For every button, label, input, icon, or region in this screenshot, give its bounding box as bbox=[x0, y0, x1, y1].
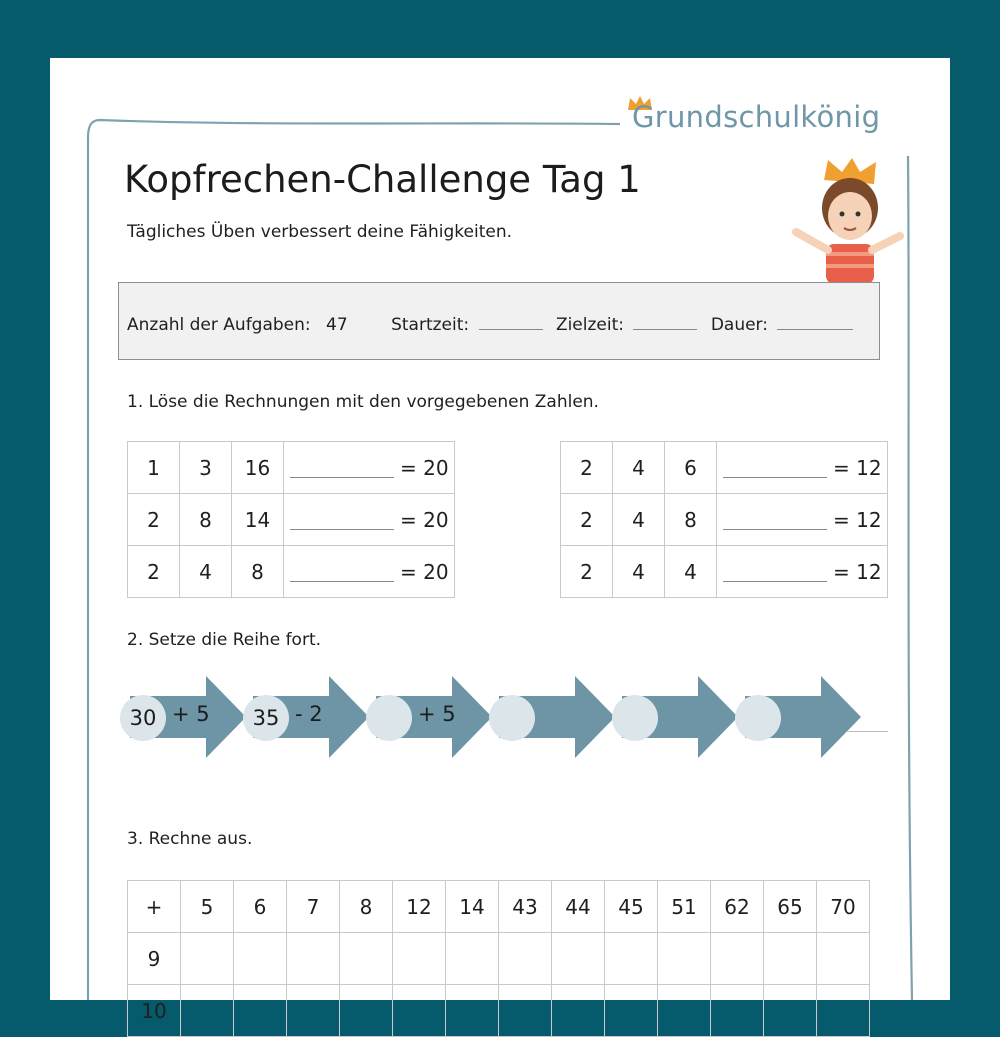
answer-cell[interactable] bbox=[446, 985, 499, 1037]
number-cell: 3 bbox=[180, 442, 232, 494]
column-header: 65 bbox=[764, 881, 817, 933]
sequence-value-3[interactable] bbox=[366, 695, 412, 741]
sequence-operation-3: + 5 bbox=[418, 702, 456, 726]
info-row bbox=[127, 315, 857, 335]
tasks-label: Anzahl der Aufgaben: bbox=[127, 315, 311, 335]
target-time-label: Zielzeit: bbox=[555, 315, 624, 335]
result-value: = 12 bbox=[833, 455, 882, 480]
result-value: = 20 bbox=[400, 507, 449, 532]
column-header: 70 bbox=[817, 881, 870, 933]
number-cell: 14 bbox=[232, 494, 284, 546]
column-header: 8 bbox=[340, 881, 393, 933]
column-header: 43 bbox=[499, 881, 552, 933]
answer-cell[interactable] bbox=[711, 933, 764, 985]
answer-cell[interactable] bbox=[552, 985, 605, 1037]
page-subtitle: Tägliches Üben verbessert deine Fähigkeiten. bbox=[127, 222, 513, 242]
answer-cell[interactable] bbox=[605, 933, 658, 985]
page-title: Kopfrechen-Challenge Tag 1 bbox=[124, 158, 641, 201]
operator-cell: + bbox=[128, 881, 181, 933]
number-cell: 16 bbox=[232, 442, 284, 494]
number-cell: 4 bbox=[665, 546, 717, 598]
number-cell: 1 bbox=[128, 442, 180, 494]
answer-cell[interactable] bbox=[287, 985, 340, 1037]
answer-cell[interactable] bbox=[393, 985, 446, 1037]
sequence-operation-2: - 2 bbox=[295, 702, 323, 726]
answer-cell bbox=[717, 442, 888, 494]
result-value: = 12 bbox=[833, 559, 882, 584]
answer-cell[interactable] bbox=[552, 933, 605, 985]
answer-cell[interactable] bbox=[711, 985, 764, 1037]
answer-cell[interactable] bbox=[817, 985, 870, 1037]
column-header: 6 bbox=[234, 881, 287, 933]
answer-cell[interactable] bbox=[817, 933, 870, 985]
exercise-1-right-table bbox=[560, 441, 888, 598]
row-header: 9 bbox=[128, 933, 181, 985]
exercise-1-left-table bbox=[127, 441, 455, 598]
sequence-value-1: 30 bbox=[120, 695, 166, 741]
answer-cell[interactable] bbox=[446, 933, 499, 985]
number-cell: 8 bbox=[232, 546, 284, 598]
table-row bbox=[128, 494, 455, 546]
sequence-operation-1: + 5 bbox=[172, 702, 210, 726]
king-boy-illustration bbox=[788, 158, 908, 284]
result-value: = 20 bbox=[400, 455, 449, 480]
number-cell: 4 bbox=[613, 494, 665, 546]
row-header: 10 bbox=[128, 985, 181, 1037]
answer-cell[interactable] bbox=[234, 933, 287, 985]
number-cell: 4 bbox=[180, 546, 232, 598]
answer-cell bbox=[284, 494, 455, 546]
table-row bbox=[128, 933, 870, 985]
answer-cell[interactable] bbox=[764, 985, 817, 1037]
number-cell: 2 bbox=[561, 442, 613, 494]
exercise-1-instruction: 1. Löse die Rechnungen mit den vorgegebenen Zahlen. bbox=[127, 392, 599, 412]
number-cell: 4 bbox=[613, 546, 665, 598]
column-header: 5 bbox=[181, 881, 234, 933]
answer-cell[interactable] bbox=[658, 985, 711, 1037]
table-row bbox=[128, 442, 455, 494]
target-time-field[interactable] bbox=[633, 315, 697, 330]
info-box bbox=[118, 282, 880, 360]
number-cell: 6 bbox=[665, 442, 717, 494]
answer-cell[interactable] bbox=[181, 933, 234, 985]
worksheet-page bbox=[50, 58, 950, 1023]
table-header-row bbox=[128, 881, 870, 933]
column-header: 12 bbox=[393, 881, 446, 933]
exercise-2-instruction: 2. Setze die Reihe fort. bbox=[127, 630, 322, 650]
number-cell: 4 bbox=[613, 442, 665, 494]
column-header: 7 bbox=[287, 881, 340, 933]
result-value: = 12 bbox=[833, 507, 882, 532]
answer-cell bbox=[284, 546, 455, 598]
answer-field[interactable] bbox=[723, 565, 827, 582]
answer-cell[interactable] bbox=[499, 985, 552, 1037]
number-cell: 2 bbox=[128, 546, 180, 598]
exercise-3-instruction: 3. Rechne aus. bbox=[127, 829, 253, 849]
answer-cell[interactable] bbox=[287, 933, 340, 985]
column-header: 44 bbox=[552, 881, 605, 933]
answer-cell[interactable] bbox=[340, 933, 393, 985]
table-row bbox=[128, 985, 870, 1037]
sequence-value-4[interactable] bbox=[489, 695, 535, 741]
answer-field[interactable] bbox=[723, 513, 827, 530]
number-cell: 8 bbox=[665, 494, 717, 546]
table-row bbox=[561, 494, 888, 546]
duration-label: Dauer: bbox=[710, 315, 768, 335]
start-time-field[interactable] bbox=[479, 315, 543, 330]
answer-cell[interactable] bbox=[764, 933, 817, 985]
answer-field[interactable] bbox=[290, 513, 394, 530]
addition-table bbox=[127, 880, 870, 1037]
answer-field[interactable] bbox=[723, 461, 827, 478]
number-cell: 2 bbox=[561, 494, 613, 546]
answer-cell[interactable] bbox=[393, 933, 446, 985]
answer-cell bbox=[717, 494, 888, 546]
answer-field[interactable] bbox=[290, 565, 394, 582]
number-cell: 2 bbox=[128, 494, 180, 546]
sequence-final-answer-field[interactable] bbox=[846, 731, 888, 732]
answer-cell[interactable] bbox=[181, 985, 234, 1037]
table-row bbox=[561, 442, 888, 494]
column-header: 45 bbox=[605, 881, 658, 933]
column-header: 62 bbox=[711, 881, 764, 933]
answer-cell[interactable] bbox=[234, 985, 287, 1037]
answer-field[interactable] bbox=[290, 461, 394, 478]
tasks-value: 47 bbox=[326, 315, 348, 335]
sequence-value-6[interactable] bbox=[735, 695, 781, 741]
answer-cell[interactable] bbox=[658, 933, 711, 985]
table-row bbox=[561, 546, 888, 598]
answer-cell[interactable] bbox=[605, 985, 658, 1037]
result-value: = 20 bbox=[400, 559, 449, 584]
column-header: 51 bbox=[658, 881, 711, 933]
sequence-value-2: 35 bbox=[243, 695, 289, 741]
number-cell: 2 bbox=[561, 546, 613, 598]
start-time-label: Startzeit: bbox=[391, 315, 470, 335]
answer-cell[interactable] bbox=[499, 933, 552, 985]
answer-cell bbox=[284, 442, 455, 494]
number-cell: 8 bbox=[180, 494, 232, 546]
answer-cell bbox=[717, 546, 888, 598]
duration-field[interactable] bbox=[777, 315, 853, 330]
brand-logo: Grundschulkönig bbox=[632, 100, 881, 134]
column-header: 14 bbox=[446, 881, 499, 933]
table-row bbox=[128, 546, 455, 598]
sequence-value-5[interactable] bbox=[612, 695, 658, 741]
answer-cell[interactable] bbox=[340, 985, 393, 1037]
